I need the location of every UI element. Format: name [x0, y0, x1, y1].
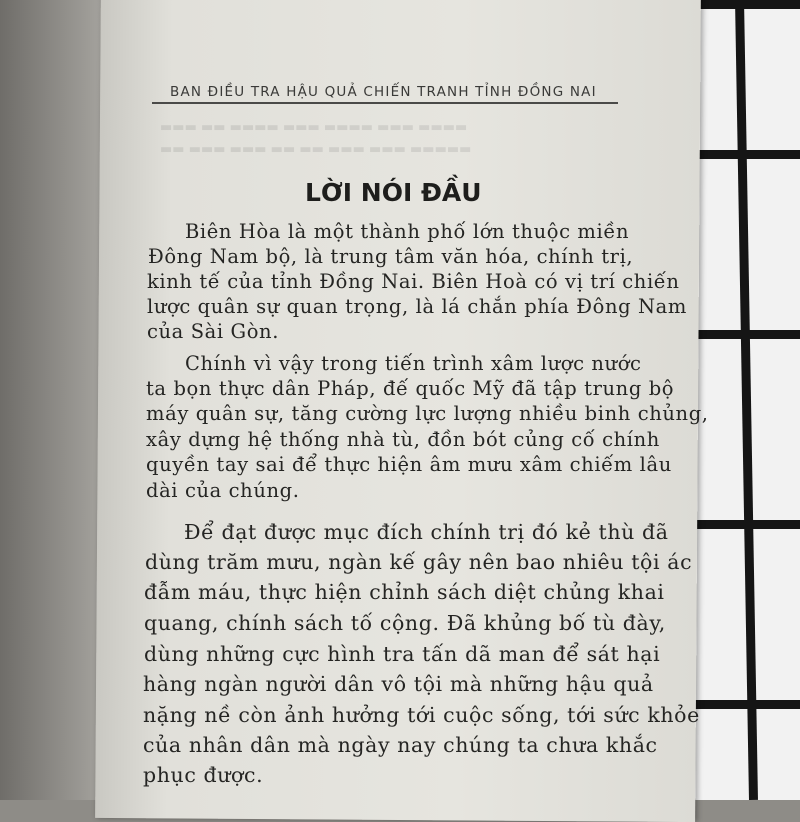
show-through-text: ▬▬ ▬▬▬ ▬▬▬ ▬▬ ▬▬ ▬▬▬ ▬▬▬ ▬▬▬▬▬ [160, 142, 472, 157]
text-line: quang, chính sách tố cộng. Đã khủng bố tù đày, [144, 611, 666, 635]
grid-line [735, 0, 758, 800]
text-line: kinh tế của tỉnh Đồng Nai. Biên Hoà có vị trí chiến [147, 270, 680, 293]
text-line: ta bọn thực dân Pháp, đế quốc Mỹ đã tập trung bộ [146, 377, 675, 400]
text-line: dài của chúng. [146, 479, 300, 502]
text-line: xây dựng hệ thống nhà tù, đồn bót củng cố chính [146, 428, 660, 451]
background-left [0, 0, 110, 800]
text-line: Biên Hòa là một thành phố lớn thuộc miền [185, 220, 630, 243]
text-line: máy quân sự, tăng cường lực lượng nhiều binh chủng, [146, 402, 709, 425]
show-through-text: ▬▬▬ ▬▬ ▬▬▬▬ ▬▬▬ ▬▬▬▬ ▬▬▬ ▬▬▬▬ [160, 120, 468, 135]
text-line: quyền tay sai để thực hiện âm mưu xâm chiếm lâu [146, 453, 672, 476]
text-line: Để đạt được mục đích chính trị đó kẻ thù đã [184, 520, 669, 544]
text-line: dùng trăm mưu, ngàn kế gây nên bao nhiêu tội ác [145, 550, 693, 574]
text-line: đẫm máu, thực hiện chỉnh sách diệt chủng khai [144, 580, 665, 604]
text-line: của nhân dân mà ngày nay chúng ta chưa khắc [143, 733, 658, 757]
running-header: BAN ĐIỀU TRA HẬU QUẢ CHIẾN TRANH TỈNH ĐỒNG NAI [170, 84, 597, 100]
text-line: phục được. [143, 763, 264, 787]
header-rule [152, 102, 618, 104]
text-line: lược quân sự quan trọng, là lá chắn phía Đông Nam [147, 295, 687, 318]
text-line: dùng những cực hình tra tấn dã man để sát hại [144, 642, 661, 666]
text-line: nặng nề còn ảnh hưởng tới cuộc sống, tới sức khỏe [143, 703, 700, 727]
text-line: Đông Nam bộ, là trung tâm văn hóa, chính trị, [148, 245, 634, 268]
chapter-title: LỜI NÓI ĐẦU [305, 178, 482, 207]
text-line: hàng ngàn người dân vô tội mà những hậu quả [143, 672, 654, 696]
text-line: Chính vì vậy trong tiến trình xâm lược nước [185, 352, 642, 375]
text-line: của Sài Gòn. [147, 320, 279, 343]
